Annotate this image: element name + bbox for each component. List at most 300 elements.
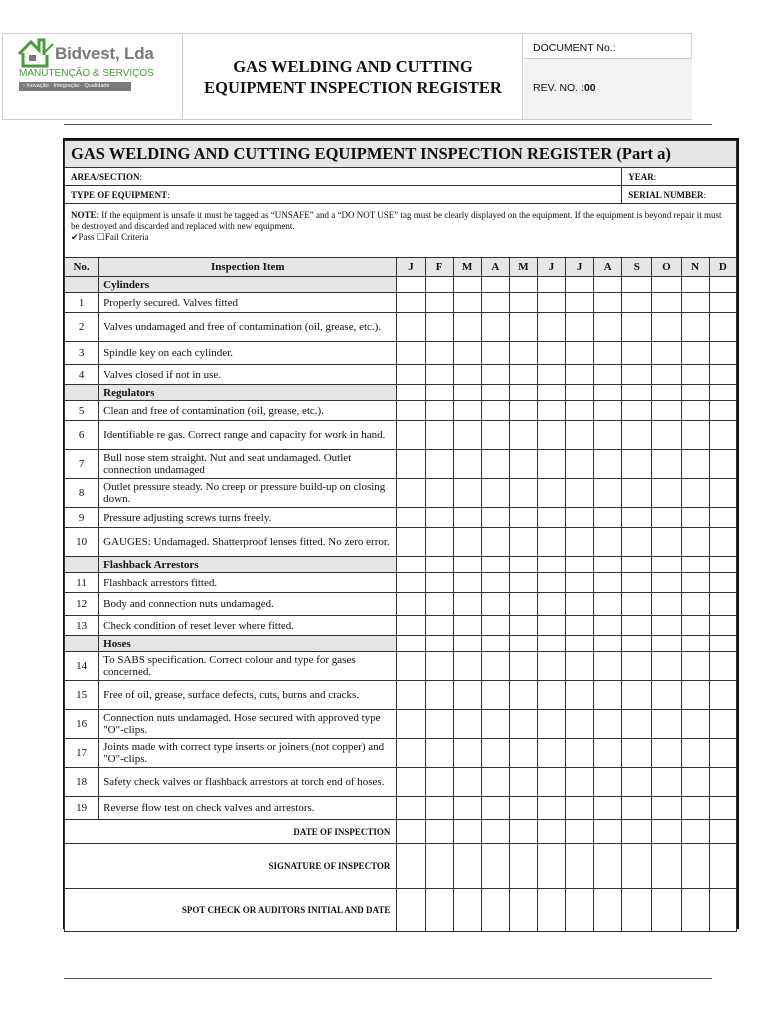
month-check-cell[interactable] — [425, 450, 453, 479]
month-check-cell[interactable] — [652, 342, 681, 365]
month-check-cell[interactable] — [681, 293, 709, 313]
month-check-cell[interactable] — [652, 573, 681, 593]
signature-of-inspector-label: SIGNATURE OF INSPECTOR — [65, 844, 397, 889]
month-check-cell[interactable] — [622, 450, 652, 479]
item-number: 16 — [65, 710, 99, 739]
month-check-cell[interactable] — [652, 528, 681, 557]
month-check-cell[interactable] — [594, 342, 622, 365]
month-check-cell[interactable] — [652, 739, 681, 768]
month-check-cell[interactable] — [537, 616, 565, 636]
month-check-cell[interactable] — [681, 616, 709, 636]
month-check-cell[interactable] — [622, 479, 652, 508]
month-check-cell[interactable] — [509, 342, 537, 365]
month-check-cell[interactable] — [509, 739, 537, 768]
month-check-cell[interactable] — [681, 479, 709, 508]
month-check-cell[interactable] — [537, 293, 565, 313]
month-check-cell[interactable] — [709, 768, 736, 797]
month-check-cell[interactable] — [397, 450, 425, 479]
month-check-cell[interactable] — [397, 768, 425, 797]
month-check-cell[interactable] — [481, 593, 509, 616]
month-check-cell[interactable] — [425, 401, 453, 421]
month-check-cell[interactable] — [537, 797, 565, 820]
month-check-cell[interactable] — [566, 768, 594, 797]
month-check-cell[interactable] — [397, 797, 425, 820]
area-section-field[interactable]: AREA/SECTION: — [65, 168, 622, 186]
month-check-cell[interactable] — [566, 421, 594, 450]
month-check-cell[interactable] — [681, 710, 709, 739]
month-check-cell[interactable] — [652, 421, 681, 450]
month-check-cell[interactable] — [481, 652, 509, 681]
month-check-cell[interactable] — [594, 293, 622, 313]
month-check-cell[interactable] — [622, 710, 652, 739]
spot-check-auditor-month-cell[interactable] — [397, 889, 425, 932]
month-check-cell[interactable] — [453, 681, 481, 710]
signature-of-inspector-month-cell[interactable] — [397, 844, 425, 889]
month-check-cell[interactable] — [397, 421, 425, 450]
month-check-cell[interactable] — [652, 401, 681, 421]
date-of-inspection-month-cell[interactable] — [453, 820, 481, 844]
month-check-cell[interactable] — [652, 450, 681, 479]
month-check-cell[interactable] — [652, 313, 681, 342]
month-check-cell[interactable] — [453, 365, 481, 385]
signature-of-inspector-month-cell[interactable] — [652, 844, 681, 889]
month-check-cell[interactable] — [652, 593, 681, 616]
month-check-cell[interactable] — [509, 681, 537, 710]
month-check-cell[interactable] — [594, 365, 622, 385]
month-check-cell[interactable] — [537, 739, 565, 768]
month-check-cell[interactable] — [481, 768, 509, 797]
month-check-cell[interactable] — [481, 365, 509, 385]
month-check-cell[interactable] — [425, 652, 453, 681]
month-check-cell[interactable] — [652, 293, 681, 313]
month-check-cell[interactable] — [509, 528, 537, 557]
date-of-inspection-month-cell[interactable] — [481, 820, 509, 844]
month-check-cell[interactable] — [425, 797, 453, 820]
month-check-cell[interactable] — [652, 508, 681, 528]
month-check-cell[interactable] — [709, 401, 736, 421]
month-check-cell[interactable] — [509, 313, 537, 342]
month-check-cell[interactable] — [594, 739, 622, 768]
month-check-cell[interactable] — [566, 616, 594, 636]
section-month-cell — [509, 557, 537, 573]
month-check-cell[interactable] — [537, 768, 565, 797]
month-check-cell[interactable] — [509, 365, 537, 385]
month-check-cell[interactable] — [481, 421, 509, 450]
month-check-cell[interactable] — [681, 342, 709, 365]
signature-of-inspector-month-cell[interactable] — [622, 844, 652, 889]
inspection-item-row — [65, 739, 737, 768]
signature-of-inspector-month-cell[interactable] — [537, 844, 565, 889]
section-month-cell — [622, 385, 652, 401]
month-check-cell[interactable] — [709, 479, 736, 508]
month-check-cell[interactable] — [397, 528, 425, 557]
month-check-cell[interactable] — [709, 450, 736, 479]
date-of-inspection-month-cell[interactable] — [397, 820, 425, 844]
month-check-cell[interactable] — [594, 768, 622, 797]
month-check-cell[interactable] — [594, 710, 622, 739]
month-check-cell[interactable] — [622, 616, 652, 636]
month-check-cell[interactable] — [481, 739, 509, 768]
month-check-cell[interactable] — [453, 710, 481, 739]
month-check-cell[interactable] — [425, 681, 453, 710]
month-check-cell[interactable] — [681, 450, 709, 479]
month-check-cell[interactable] — [481, 293, 509, 313]
month-check-cell[interactable] — [453, 479, 481, 508]
month-check-cell[interactable] — [509, 652, 537, 681]
month-check-cell[interactable] — [566, 365, 594, 385]
month-check-cell[interactable] — [622, 593, 652, 616]
spot-check-auditor-month-cell[interactable] — [481, 889, 509, 932]
inspection-item-text: GAUGES: Undamaged. Shatterproof lenses fitted. No zero error. — [99, 528, 397, 557]
month-check-cell[interactable] — [709, 652, 736, 681]
pass-fail-criteria: ✔Pass ☐Fail Criteria — [71, 232, 149, 242]
month-check-cell[interactable] — [709, 293, 736, 313]
month-check-cell[interactable] — [652, 681, 681, 710]
month-check-cell[interactable] — [453, 768, 481, 797]
month-check-cell[interactable] — [709, 528, 736, 557]
month-check-cell[interactable] — [709, 710, 736, 739]
spot-check-auditor-month-cell[interactable] — [652, 889, 681, 932]
column-header-inspection-item: Inspection Item — [99, 258, 397, 277]
month-check-cell[interactable] — [509, 450, 537, 479]
month-check-cell[interactable] — [397, 342, 425, 365]
month-check-cell[interactable] — [425, 593, 453, 616]
spot-check-auditor-month-cell[interactable] — [425, 889, 453, 932]
month-check-cell[interactable] — [537, 593, 565, 616]
month-check-cell[interactable] — [453, 797, 481, 820]
month-check-cell[interactable] — [709, 593, 736, 616]
month-check-cell[interactable] — [397, 401, 425, 421]
month-check-cell[interactable] — [509, 293, 537, 313]
month-check-cell[interactable] — [652, 652, 681, 681]
month-check-cell[interactable] — [397, 573, 425, 593]
month-check-cell[interactable] — [681, 652, 709, 681]
date-of-inspection-month-cell[interactable] — [509, 820, 537, 844]
inspection-item-row — [65, 528, 737, 557]
month-check-cell[interactable] — [566, 528, 594, 557]
revision-value: 00 — [583, 82, 596, 94]
month-check-cell[interactable] — [425, 528, 453, 557]
month-check-cell[interactable] — [453, 342, 481, 365]
spot-check-auditor-month-cell[interactable] — [709, 889, 736, 932]
month-check-cell[interactable] — [453, 421, 481, 450]
month-check-cell[interactable] — [481, 342, 509, 365]
month-check-cell[interactable] — [622, 739, 652, 768]
month-check-cell[interactable] — [681, 365, 709, 385]
month-check-cell[interactable] — [537, 401, 565, 421]
month-check-cell[interactable] — [566, 313, 594, 342]
month-check-cell[interactable] — [509, 421, 537, 450]
month-check-cell[interactable] — [566, 450, 594, 479]
month-check-cell[interactable] — [537, 573, 565, 593]
month-check-cell[interactable] — [566, 479, 594, 508]
month-check-cell[interactable] — [537, 365, 565, 385]
month-check-cell[interactable] — [481, 528, 509, 557]
month-check-cell[interactable] — [537, 652, 565, 681]
signature-of-inspector-month-cell[interactable] — [709, 844, 736, 889]
month-check-cell[interactable] — [594, 479, 622, 508]
month-check-cell[interactable] — [681, 421, 709, 450]
month-check-cell[interactable] — [594, 652, 622, 681]
month-check-cell[interactable] — [594, 593, 622, 616]
month-check-cell[interactable] — [622, 797, 652, 820]
date-of-inspection-month-cell[interactable] — [681, 820, 709, 844]
month-check-cell[interactable] — [594, 528, 622, 557]
month-check-cell[interactable] — [425, 710, 453, 739]
signature-of-inspector-month-cell[interactable] — [453, 844, 481, 889]
month-check-cell[interactable] — [709, 616, 736, 636]
month-check-cell[interactable] — [481, 450, 509, 479]
month-check-cell[interactable] — [509, 710, 537, 739]
month-check-cell[interactable] — [425, 739, 453, 768]
month-check-cell[interactable] — [453, 293, 481, 313]
spot-check-auditor-month-cell[interactable] — [594, 889, 622, 932]
month-check-cell[interactable] — [622, 421, 652, 450]
month-check-cell[interactable] — [453, 573, 481, 593]
month-check-cell[interactable] — [509, 573, 537, 593]
inspection-item-row — [65, 652, 737, 681]
section-month-cell — [425, 385, 453, 401]
month-check-cell[interactable] — [709, 573, 736, 593]
month-check-cell[interactable] — [652, 365, 681, 385]
month-check-cell[interactable] — [509, 616, 537, 636]
month-check-cell[interactable] — [481, 313, 509, 342]
month-check-cell[interactable] — [622, 293, 652, 313]
month-check-cell[interactable] — [652, 768, 681, 797]
month-check-cell[interactable] — [481, 401, 509, 421]
month-check-cell[interactable] — [425, 365, 453, 385]
month-check-cell[interactable] — [652, 616, 681, 636]
signature-of-inspector-month-cell[interactable] — [481, 844, 509, 889]
month-check-cell[interactable] — [481, 479, 509, 508]
month-check-cell[interactable] — [537, 450, 565, 479]
month-check-cell[interactable] — [622, 342, 652, 365]
month-check-cell[interactable] — [397, 313, 425, 342]
month-check-cell[interactable] — [622, 573, 652, 593]
spot-check-auditor-month-cell[interactable] — [453, 889, 481, 932]
month-check-cell[interactable] — [537, 342, 565, 365]
month-check-cell[interactable] — [397, 365, 425, 385]
month-check-cell[interactable] — [566, 342, 594, 365]
month-check-cell[interactable] — [397, 479, 425, 508]
spot-check-auditor-month-cell[interactable] — [509, 889, 537, 932]
month-check-cell[interactable] — [453, 401, 481, 421]
month-check-cell[interactable] — [594, 797, 622, 820]
month-check-cell[interactable] — [709, 681, 736, 710]
revision-field — [524, 59, 692, 119]
inspection-item-row — [65, 593, 737, 616]
month-check-cell[interactable] — [453, 739, 481, 768]
signature-of-inspector-month-cell[interactable] — [425, 844, 453, 889]
month-check-cell[interactable] — [509, 401, 537, 421]
month-check-cell[interactable] — [481, 681, 509, 710]
date-of-inspection-month-cell[interactable] — [709, 820, 736, 844]
month-check-cell[interactable] — [594, 573, 622, 593]
month-check-cell[interactable] — [709, 365, 736, 385]
month-check-cell[interactable] — [481, 710, 509, 739]
month-check-cell[interactable] — [453, 450, 481, 479]
signature-of-inspector-month-cell[interactable] — [681, 844, 709, 889]
month-check-cell[interactable] — [622, 313, 652, 342]
revision-label: REV. NO. : — [533, 82, 584, 94]
month-check-cell[interactable] — [652, 797, 681, 820]
document-title-text: GAS WELDING AND CUTTING EQUIPMENT INSPECTION REGISTER — [204, 56, 502, 97]
month-check-cell[interactable] — [681, 508, 709, 528]
date-of-inspection-month-cell[interactable] — [622, 820, 652, 844]
inspection-item-text: To SABS specification. Correct colour and type for gases concerned. — [99, 652, 397, 681]
inspection-item-row — [65, 768, 737, 797]
month-check-cell[interactable] — [681, 528, 709, 557]
month-check-cell[interactable] — [425, 293, 453, 313]
section-title: Regulators — [99, 385, 397, 401]
month-check-cell[interactable] — [537, 681, 565, 710]
month-check-cell[interactable] — [709, 739, 736, 768]
month-check-cell[interactable] — [453, 593, 481, 616]
month-check-cell[interactable] — [509, 508, 537, 528]
section-month-cell — [652, 636, 681, 652]
month-check-cell[interactable] — [425, 508, 453, 528]
month-check-cell[interactable] — [397, 593, 425, 616]
month-check-cell[interactable] — [453, 313, 481, 342]
month-check-cell[interactable] — [397, 710, 425, 739]
month-check-cell[interactable] — [681, 739, 709, 768]
date-of-inspection-month-cell[interactable] — [652, 820, 681, 844]
spot-check-auditor-month-cell[interactable] — [681, 889, 709, 932]
month-check-cell[interactable] — [709, 508, 736, 528]
month-check-cell[interactable] — [566, 681, 594, 710]
month-check-cell[interactable] — [566, 573, 594, 593]
month-check-cell[interactable] — [622, 652, 652, 681]
month-check-cell[interactable] — [594, 421, 622, 450]
month-check-cell[interactable] — [481, 508, 509, 528]
month-check-cell[interactable] — [566, 293, 594, 313]
month-check-cell[interactable] — [709, 342, 736, 365]
month-check-cell[interactable] — [681, 593, 709, 616]
date-of-inspection-month-cell[interactable] — [425, 820, 453, 844]
month-check-cell[interactable] — [397, 652, 425, 681]
month-check-cell[interactable] — [397, 739, 425, 768]
month-check-cell[interactable] — [566, 508, 594, 528]
month-check-cell[interactable] — [537, 421, 565, 450]
signature-of-inspector-month-cell[interactable] — [566, 844, 594, 889]
month-check-cell[interactable] — [397, 508, 425, 528]
spot-check-auditor-month-cell[interactable] — [622, 889, 652, 932]
month-check-cell[interactable] — [594, 508, 622, 528]
month-check-cell[interactable] — [425, 768, 453, 797]
month-check-cell[interactable] — [622, 401, 652, 421]
year-field[interactable]: YEAR: — [622, 168, 737, 186]
month-check-cell[interactable] — [709, 797, 736, 820]
month-check-cell[interactable] — [537, 313, 565, 342]
date-of-inspection-month-cell[interactable] — [594, 820, 622, 844]
month-check-cell[interactable] — [681, 681, 709, 710]
month-check-cell[interactable] — [566, 652, 594, 681]
month-check-cell[interactable] — [425, 342, 453, 365]
month-check-cell[interactable] — [481, 616, 509, 636]
spot-check-auditor-month-cell[interactable] — [537, 889, 565, 932]
month-check-cell[interactable] — [453, 616, 481, 636]
month-check-cell[interactable] — [652, 479, 681, 508]
month-check-cell[interactable] — [425, 616, 453, 636]
section-month-cell — [681, 385, 709, 401]
month-check-cell[interactable] — [709, 313, 736, 342]
month-check-cell[interactable] — [652, 710, 681, 739]
month-check-cell[interactable] — [453, 528, 481, 557]
signature-of-inspector-month-cell[interactable] — [509, 844, 537, 889]
month-check-cell[interactable] — [509, 768, 537, 797]
month-check-cell[interactable] — [397, 293, 425, 313]
column-header-month: F — [425, 258, 453, 277]
month-check-cell[interactable] — [481, 573, 509, 593]
month-check-cell[interactable] — [566, 797, 594, 820]
month-check-cell[interactable] — [681, 797, 709, 820]
month-check-cell[interactable] — [397, 616, 425, 636]
section-month-cell — [425, 557, 453, 573]
spot-check-auditor-month-cell[interactable] — [566, 889, 594, 932]
month-check-cell[interactable] — [566, 739, 594, 768]
column-header-month: A — [594, 258, 622, 277]
month-check-cell[interactable] — [622, 365, 652, 385]
month-check-cell[interactable] — [537, 528, 565, 557]
month-check-cell[interactable] — [453, 508, 481, 528]
month-check-cell[interactable] — [681, 573, 709, 593]
serial-number-field[interactable]: SERIAL NUMBER: — [622, 186, 737, 204]
month-check-cell[interactable] — [681, 313, 709, 342]
month-check-cell[interactable] — [594, 401, 622, 421]
month-check-cell[interactable] — [481, 797, 509, 820]
month-check-cell[interactable] — [566, 401, 594, 421]
month-check-cell[interactable] — [566, 710, 594, 739]
month-check-cell[interactable] — [397, 681, 425, 710]
date-of-inspection-month-cell[interactable] — [566, 820, 594, 844]
month-check-cell[interactable] — [425, 421, 453, 450]
column-header-no: No. — [65, 258, 99, 277]
month-check-cell[interactable] — [425, 573, 453, 593]
column-header-month: M — [509, 258, 537, 277]
section-month-cell — [425, 636, 453, 652]
month-check-cell[interactable] — [509, 797, 537, 820]
date-of-inspection-month-cell[interactable] — [537, 820, 565, 844]
month-check-cell[interactable] — [622, 768, 652, 797]
month-check-cell[interactable] — [509, 479, 537, 508]
month-check-cell[interactable] — [622, 681, 652, 710]
section-month-cell — [397, 557, 425, 573]
month-check-cell[interactable] — [453, 652, 481, 681]
month-check-cell[interactable] — [709, 421, 736, 450]
month-check-cell[interactable] — [425, 479, 453, 508]
month-check-cell[interactable] — [594, 313, 622, 342]
month-check-cell[interactable] — [537, 508, 565, 528]
section-month-cell — [652, 277, 681, 293]
month-check-cell[interactable] — [537, 710, 565, 739]
signature-of-inspector-month-cell[interactable] — [594, 844, 622, 889]
month-check-cell[interactable] — [594, 450, 622, 479]
month-check-cell[interactable] — [622, 528, 652, 557]
month-check-cell[interactable] — [594, 616, 622, 636]
month-check-cell[interactable] — [622, 508, 652, 528]
month-check-cell[interactable] — [594, 681, 622, 710]
month-check-cell[interactable] — [681, 401, 709, 421]
month-check-cell[interactable] — [566, 593, 594, 616]
month-check-cell[interactable] — [425, 313, 453, 342]
month-check-cell[interactable] — [537, 479, 565, 508]
month-check-cell[interactable] — [681, 768, 709, 797]
inspection-item-row — [65, 710, 737, 739]
column-header-month: D — [709, 258, 736, 277]
month-check-cell[interactable] — [509, 593, 537, 616]
item-number: 12 — [65, 593, 99, 616]
equipment-type-field[interactable]: TYPE OF EQUIPMENT: — [65, 186, 622, 204]
